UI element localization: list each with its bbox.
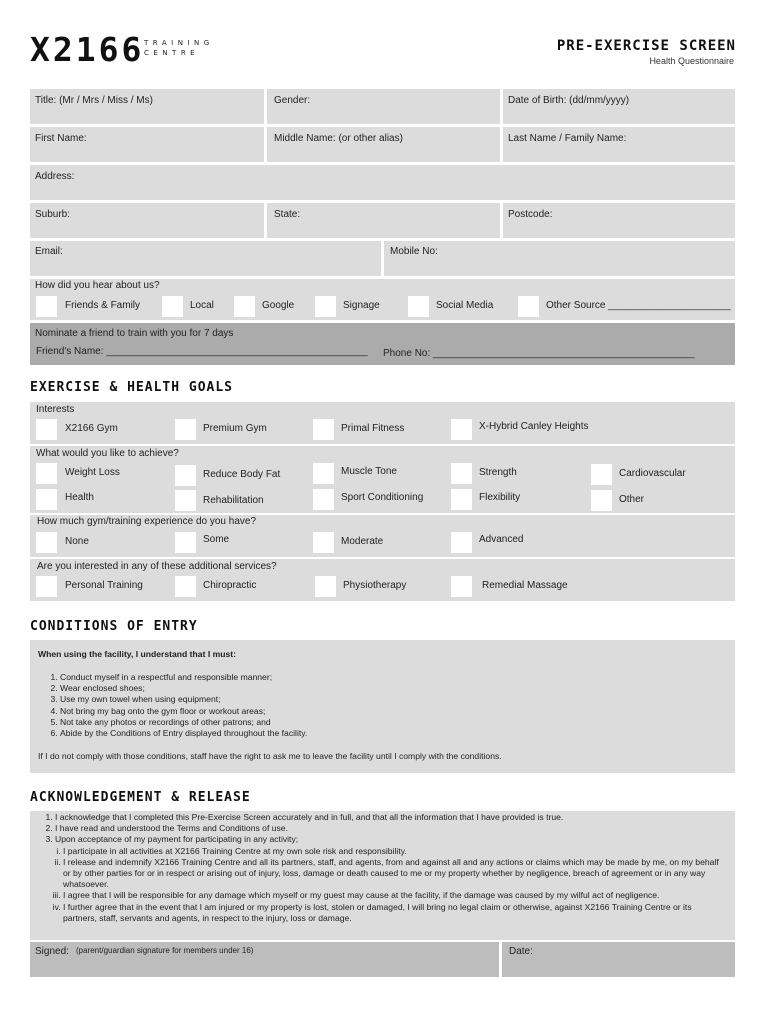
mobile-field[interactable] (384, 241, 735, 276)
health-label: Health (65, 492, 94, 503)
signed-note: (parent/guardian signature for members under 16) (76, 946, 254, 955)
social-media-checkbox[interactable] (408, 296, 429, 317)
page-title: PRE-EXERCISE SCREEN (556, 38, 736, 54)
ack-subitem: iii. I agree that I will be responsible for any damage which myself or my guest may cause at the facility, if the damage was caused by my wilful act of negligence. (63, 890, 725, 901)
other-source-checkbox[interactable] (518, 296, 539, 317)
ack-item (55, 834, 725, 924)
moderate-label: Moderate (341, 536, 384, 547)
sport-conditioning-checkbox[interactable] (313, 489, 334, 510)
remedial-massage-label: Remedial Massage (482, 580, 568, 591)
conditions-intro: When using the facility, I understand that I must: (38, 649, 236, 659)
advanced-checkbox[interactable] (451, 532, 472, 553)
ack-item: 1. I acknowledge that I completed this Pre-Exercise Screen accurately and in full, and that all the information that I have provided is true. (55, 812, 725, 823)
hear-about-section (30, 279, 735, 320)
email-label: Email: (35, 246, 63, 257)
interests-section (30, 402, 735, 444)
middle-name-field[interactable] (267, 127, 500, 162)
primal-fitness-label: Primal Fitness (341, 423, 405, 434)
title-field[interactable] (30, 89, 264, 124)
achieve-section (30, 446, 735, 513)
logo-subtitle (144, 38, 214, 58)
interests-label: Interests (36, 404, 75, 415)
services-section (30, 559, 735, 601)
conditions-footer: If I do not comply with those conditions, staff have the right to ask me to leave the facility until I comply with the conditions. (38, 751, 502, 761)
advanced-label: Advanced (479, 534, 524, 545)
personal-training-checkbox[interactable] (36, 576, 57, 597)
flexibility-label: Flexibility (479, 492, 521, 503)
premium-gym-checkbox[interactable] (175, 419, 196, 440)
middle-name-label: Middle Name: (or other alias) (274, 133, 403, 144)
chiropractic-label: Chiropractic (203, 580, 257, 591)
conditions-panel (30, 640, 735, 773)
ack-item: 2. I have read and understood the Terms and Conditions of use. (55, 823, 725, 834)
ack-subitem: i. I participate in all activities at X2166 Training Centre at my own sole risk and responsibility. (63, 846, 725, 857)
some-checkbox[interactable] (175, 532, 196, 553)
other-goal-label: Other (619, 494, 645, 505)
conditions-heading: CONDITIONS OF ENTRY (30, 619, 198, 634)
signed-label: Signed: (35, 946, 69, 957)
friend-phone-field[interactable]: Phone No: _______________________________________________ (383, 348, 695, 359)
none-checkbox[interactable] (36, 532, 57, 553)
sport-conditioning-label: Sport Conditioning (341, 492, 424, 503)
cardiovascular-checkbox[interactable] (591, 464, 612, 485)
condition-item: 4. Not bring my bag onto the gym floor or workout areas; (60, 706, 720, 717)
dob-field[interactable] (503, 89, 735, 124)
logo-sub-line1: TRAINING (144, 39, 214, 47)
physiotherapy-label: Physiotherapy (343, 580, 407, 591)
date-label: Date: (509, 946, 533, 957)
x-hybrid-label: X-Hybrid Canley Heights (479, 421, 589, 432)
experience-label: How much gym/training experience do you have? (37, 516, 257, 527)
other-source-label[interactable]: Other Source ______________________ (546, 300, 731, 311)
gender-label: Gender: (274, 95, 311, 106)
condition-item: 3. Use my own towel when using equipment; (60, 694, 720, 705)
suburb-label: Suburb: (35, 209, 71, 220)
suburb-field[interactable] (30, 203, 264, 238)
x2166-gym-label: X2166 Gym (65, 423, 118, 434)
nominate-friend-section (30, 323, 735, 365)
reduce-body-fat-checkbox[interactable] (175, 465, 196, 486)
ack-subitem: ii. I release and indemnify X2166 Training Centre and all its partners, staff, and agents, from and against all and any actions or claims which may be made by me, on my behalf or by other parties for or in respect or arising out of injury, loss, damage or death caused to me or my property whether by negligence, breach of agreement or in any way whatsoever. (63, 857, 725, 891)
ack-list (55, 812, 725, 924)
ack-subitem: iv. I further agree that in the event that I am injured or my property is lost, stolen or damaged, I will bring no legal claim or otherwise, against X2166 Training Centre or its partners, staff, servants and agents, in respect to the injury, loss or damage. (63, 902, 725, 924)
rehabilitation-label: Rehabilitation (203, 495, 264, 506)
first-name-field[interactable] (30, 127, 264, 162)
some-label: Some (203, 534, 230, 545)
hear-question: How did you hear about us? (35, 280, 160, 291)
dob-label: Date of Birth: (dd/mm/yyyy) (508, 95, 630, 106)
personal-training-label: Personal Training (65, 580, 143, 591)
reduce-body-fat-label: Reduce Body Fat (203, 469, 281, 480)
nominate-heading: Nominate a friend to train with you for 7 days (35, 328, 234, 339)
goals-heading: EXERCISE & HEALTH GOALS (30, 380, 234, 395)
conditions-list (60, 672, 720, 739)
title-label: Title: (Mr / Mrs / Miss / Ms) (35, 95, 153, 106)
postcode-field[interactable] (503, 203, 735, 238)
postcode-label: Postcode: (508, 209, 553, 220)
condition-item: 2. Wear enclosed shoes; (60, 683, 720, 694)
x-hybrid-checkbox[interactable] (451, 419, 472, 440)
logo: X2166 (30, 30, 145, 69)
experience-section (30, 515, 735, 557)
mobile-label: Mobile No: (390, 246, 438, 257)
muscle-tone-label: Muscle Tone (341, 466, 397, 477)
weight-loss-label: Weight Loss (65, 467, 120, 478)
first-name-label: First Name: (35, 133, 87, 144)
chiropractic-checkbox[interactable] (175, 576, 196, 597)
friend-name-field[interactable]: Friend's Name: _______________________________________________ (36, 346, 368, 357)
signage-checkbox[interactable] (315, 296, 336, 317)
address-label: Address: (35, 171, 75, 182)
logo-sub-line2: CENTRE (144, 49, 200, 57)
last-name-field[interactable] (503, 127, 735, 162)
address-field[interactable] (30, 165, 735, 200)
google-label: Google (262, 300, 295, 311)
services-label: Are you interested in any of these additional services? (37, 561, 277, 572)
flexibility-checkbox[interactable] (451, 489, 472, 510)
local-label: Local (190, 300, 214, 311)
social-media-label: Social Media (436, 300, 494, 311)
google-checkbox[interactable] (234, 296, 255, 317)
state-field[interactable] (267, 203, 500, 238)
premium-gym-label: Premium Gym (203, 423, 267, 434)
local-checkbox[interactable] (162, 296, 183, 317)
strength-checkbox[interactable] (451, 463, 472, 484)
none-label: None (65, 536, 89, 547)
strength-label: Strength (479, 467, 517, 478)
signage-label: Signage (343, 300, 380, 311)
page-subtitle: Health Questionnaire (649, 56, 734, 66)
date-field[interactable] (502, 942, 735, 977)
condition-item: 1. Conduct myself in a respectful and responsible manner; (60, 672, 720, 683)
last-name-label: Last Name / Family Name: (508, 133, 627, 144)
other-goal-checkbox[interactable] (591, 490, 612, 511)
rehabilitation-checkbox[interactable] (175, 490, 196, 511)
remedial-massage-checkbox[interactable] (451, 576, 472, 597)
ack-sublist (55, 846, 725, 924)
state-label: State: (274, 209, 301, 220)
ack-item-text: Upon acceptance of my payment for participating in any activity; (55, 834, 299, 845)
signature-field[interactable] (30, 942, 499, 977)
friends-family-checkbox[interactable] (36, 296, 57, 317)
weight-loss-checkbox[interactable] (36, 463, 57, 484)
x2166-gym-checkbox[interactable] (36, 419, 57, 440)
gender-field[interactable] (267, 89, 500, 124)
health-checkbox[interactable] (36, 489, 57, 510)
physiotherapy-checkbox[interactable] (315, 576, 336, 597)
condition-item: 6. Abide by the Conditions of Entry displayed throughout the facility. (60, 728, 720, 739)
achieve-label: What would you like to achieve? (36, 448, 179, 459)
condition-item: 5. Not take any photos or recordings of other patrons; and (60, 717, 720, 728)
muscle-tone-checkbox[interactable] (313, 463, 334, 484)
primal-fitness-checkbox[interactable] (313, 419, 334, 440)
moderate-checkbox[interactable] (313, 532, 334, 553)
cardiovascular-label: Cardiovascular (619, 468, 686, 479)
friends-family-label: Friends & Family (65, 300, 141, 311)
ack-panel (30, 811, 735, 940)
ack-heading: ACKNOWLEDGEMENT & RELEASE (30, 790, 251, 805)
email-field[interactable] (30, 241, 381, 276)
